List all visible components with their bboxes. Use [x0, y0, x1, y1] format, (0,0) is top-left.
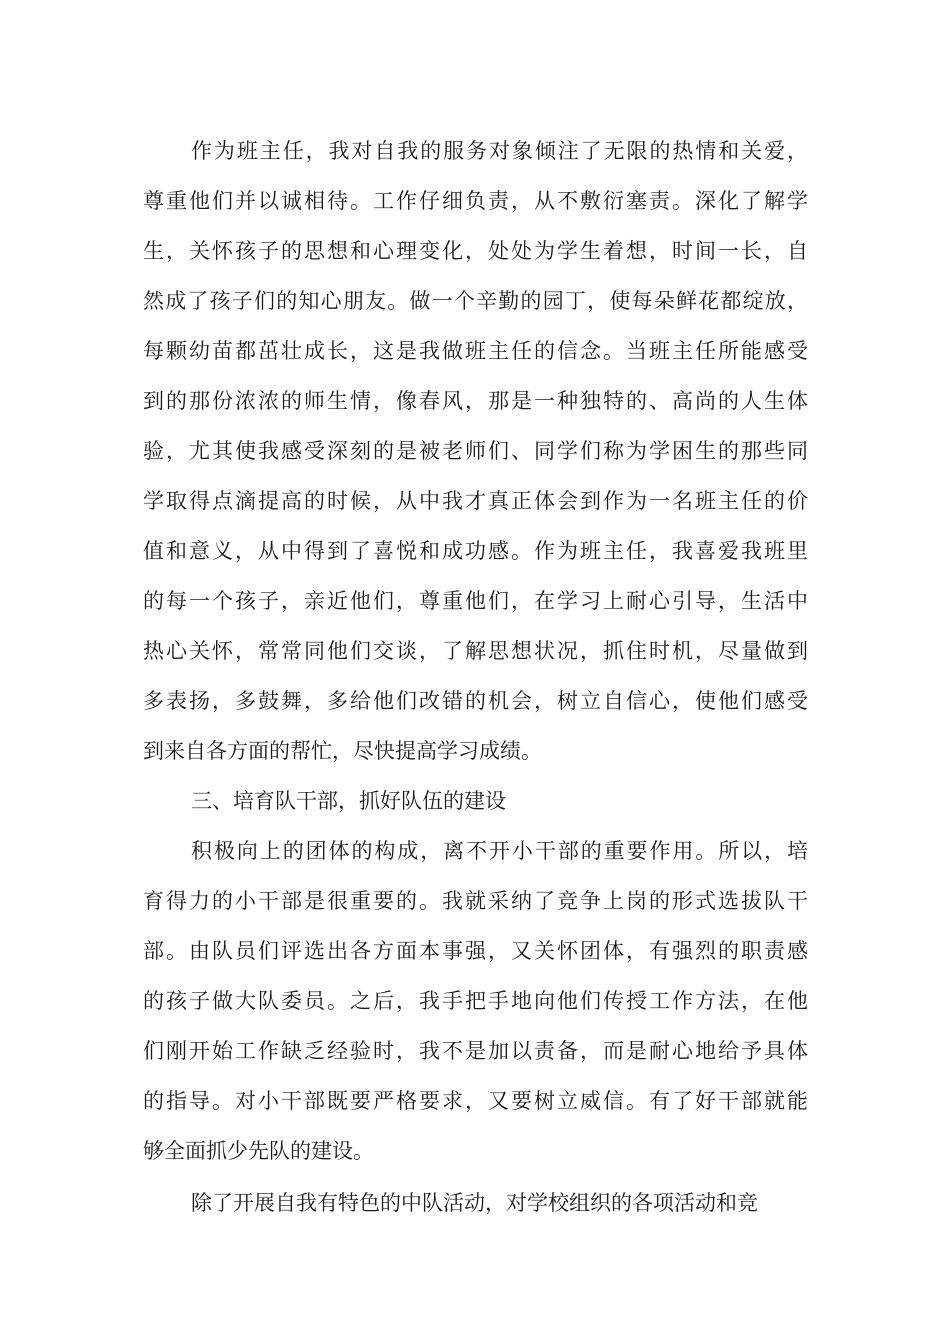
text-line: 然成了孩子们的知心朋友。做一个辛勤的园丁，使每朵鲜花都绽放，: [143, 289, 808, 313]
text-line: 的指导。对小干部既要严格要求，又要树立威信。有了好干部就能: [143, 1089, 808, 1113]
text-line: 部。由队员们评选出各方面本事强，又关怀团体，有强烈的职责感: [143, 939, 808, 963]
text-line: 积极向上的团体的构成，离不开小干部的重要作用。所以，培: [191, 839, 808, 863]
text-line: 每颗幼苗都茁壮成长，这是我做班主任的信念。当班主任所能感受: [143, 339, 808, 363]
text-line: 到的那份浓浓的师生情，像春风，那是一种独特的、高尚的人生体: [143, 389, 808, 413]
section-heading-text: 三、培育队干部，抓好队伍的建设: [191, 789, 506, 813]
text-line: 值和意义，从中得到了喜悦和成功感。作为班主任，我喜爱我班里: [143, 539, 808, 563]
text-line: 学取得点滴提高的时候，从中我才真正体会到作为一名班主任的价: [143, 489, 808, 513]
text-line: 到来自各方面的帮忙，尽快提高学习成绩。: [143, 739, 542, 763]
text-line: 的孩子做大队委员。之后，我手把手地向他们传授工作方法，在他: [143, 989, 808, 1013]
text-line: 热心关怀，常常同他们交谈，了解思想状况，抓住时机，尽量做到: [143, 639, 808, 663]
text-line: 够全面抓少先队的建设。: [143, 1139, 374, 1163]
text-line: 尊重他们并以诚相待。工作仔细负责，从不敷衍塞责。深化了解学: [143, 189, 808, 213]
text-line: 多表扬，多鼓舞，多给他们改错的机会，树立自信心，使他们感受: [143, 689, 808, 713]
text-line: 的每一个孩子，亲近他们，尊重他们，在学习上耐心引导，生活中: [143, 589, 808, 613]
text-line: 生，关怀孩子的思想和心理变化，处处为学生着想，时间一长，自: [143, 239, 808, 263]
text-line: 们刚开始工作缺乏经验时，我不是加以责备，而是耐心地给予具体: [143, 1039, 808, 1063]
text-line: 育得力的小干部是很重要的。我就采纳了竞争上岗的形式选拔队干: [143, 889, 808, 913]
text-line: 除了开展自我有特色的中队活动，对学校组织的各项活动和竞: [191, 1191, 758, 1215]
text-line: 验，尤其使我感受深刻的是被老师们、同学们称为学困生的那些同: [143, 439, 808, 463]
text-line: 作为班主任，我对自我的服务对象倾注了无限的热情和关爱，: [191, 139, 808, 163]
